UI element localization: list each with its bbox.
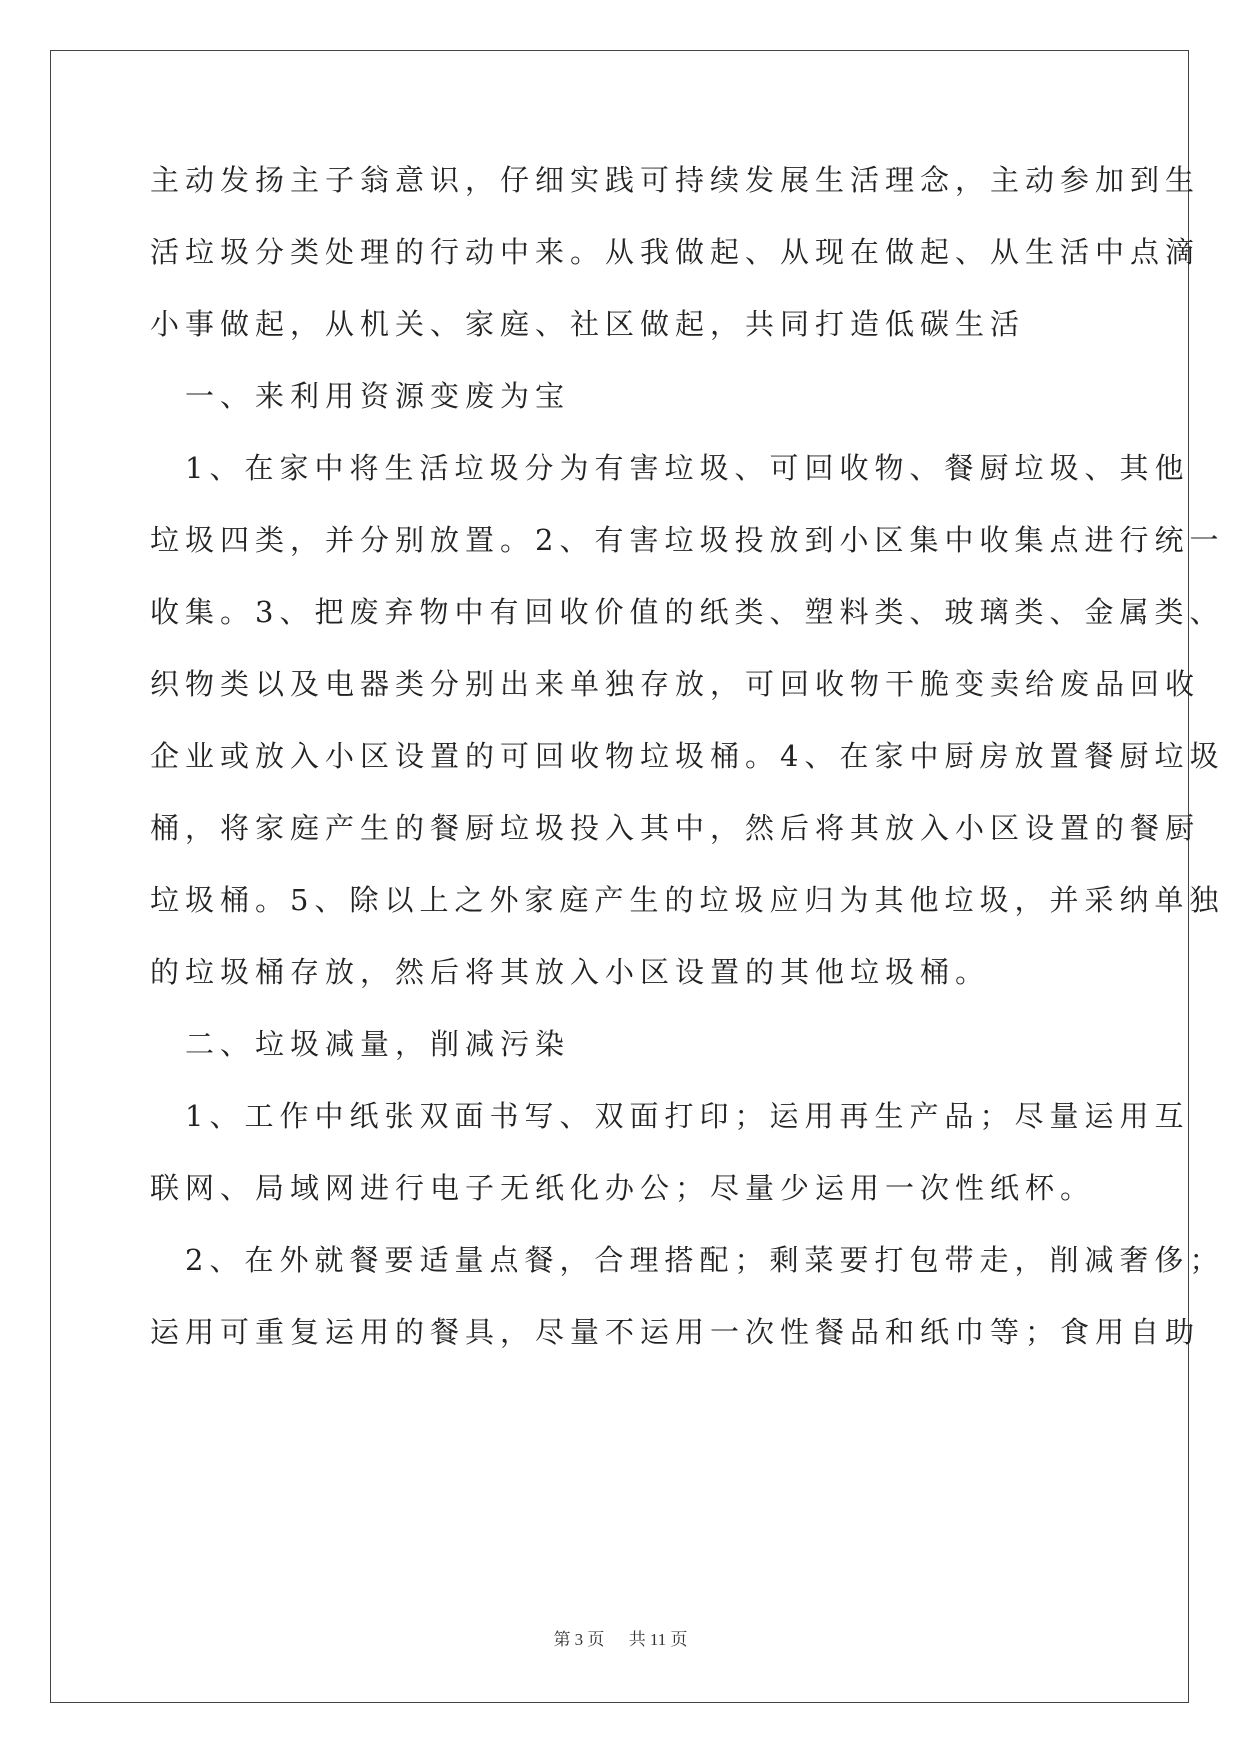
- text-line: 2、在外就餐要适量点餐，合理搭配；剩菜要打包带走，削减奢侈；: [150, 1243, 1225, 1277]
- text-line: 的垃圾桶存放，然后将其放入小区设置的其他垃圾桶。: [150, 955, 991, 989]
- text-line: 织物类以及电器类分别出来单独存放，可回收物干脆变卖给废品回收: [150, 667, 1201, 701]
- text-line: 小事做起，从机关、家庭、社区做起，共同打造低碳生活: [150, 307, 1026, 341]
- text-line: 1、工作中纸张双面书写、双面打印；运用再生产品；尽量运用互: [150, 1099, 1190, 1133]
- text-line: 1、在家中将生活垃圾分为有害垃圾、可回收物、餐厨垃圾、其他: [150, 451, 1190, 485]
- text-line: 收集。3、把废弃物中有回收价值的纸类、塑料类、玻璃类、金属类、: [150, 595, 1225, 629]
- text-line: 活垃圾分类处理的行动中来。从我做起、从现在做起、从生活中点滴: [150, 235, 1201, 269]
- text-line: 垃圾四类，并分别放置。2、有害垃圾投放到小区集中收集点进行统一: [150, 523, 1225, 557]
- text-line: 企业或放入小区设置的可回收物垃圾桶。4、在家中厨房放置餐厨垃圾: [150, 739, 1225, 773]
- page-total: 共 11 页: [628, 1630, 688, 1649]
- text-line: 桶，将家庭产生的餐厨垃圾投入其中，然后将其放入小区设置的餐厨: [150, 811, 1201, 845]
- text-line: 联网、局域网进行电子无纸化办公；尽量少运用一次性纸杯。: [150, 1171, 1096, 1205]
- text-line: 主动发扬主子翁意识，仔细实践可持续发展生活理念，主动参加到生: [150, 163, 1201, 197]
- text-line: 垃圾桶。5、除以上之外家庭产生的垃圾应归为其他垃圾，并采纳单独: [150, 883, 1225, 917]
- section-heading: 一、来利用资源变废为宝: [150, 379, 571, 413]
- text-line: 运用可重复运用的餐具，尽量不运用一次性餐品和纸巾等；食用自助: [150, 1315, 1201, 1349]
- page-footer: [0, 1625, 1241, 1650]
- page-number: 第 3 页: [553, 1630, 605, 1649]
- section-heading: 二、垃圾减量，削减污染: [150, 1027, 571, 1061]
- page-border: [50, 50, 1189, 1703]
